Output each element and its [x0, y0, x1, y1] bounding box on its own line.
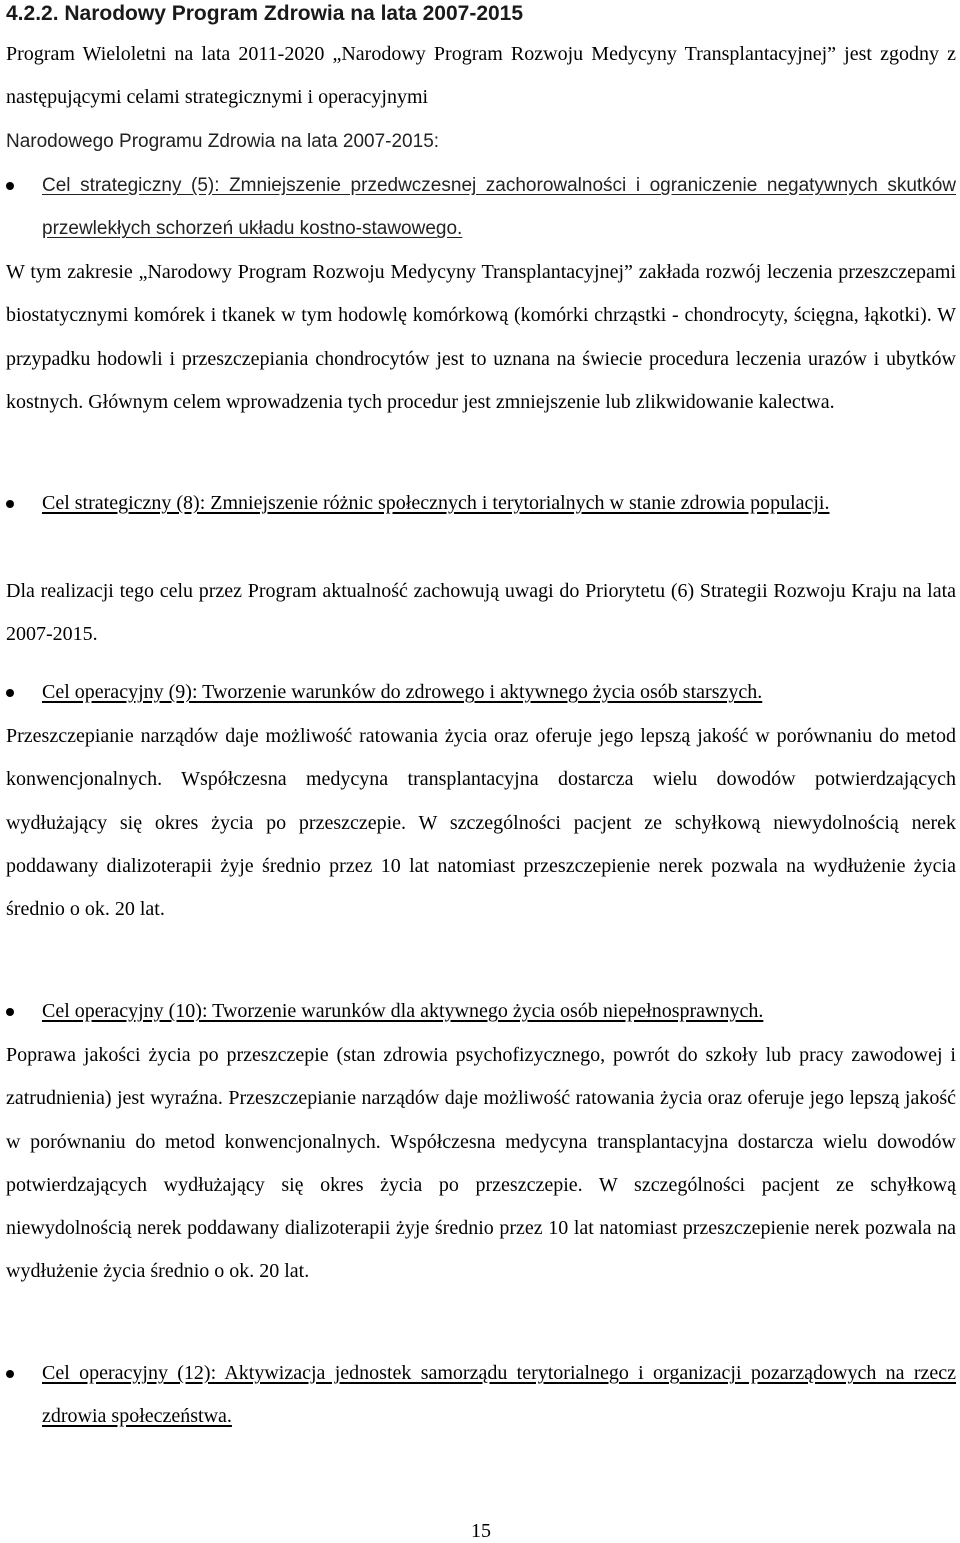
list-item-goal-9: [6, 671, 956, 715]
goal-12-text: Cel operacyjny (12): Aktywizacja jednostek samorządu terytorialnego i organizacji pozarządowych na rzecz zdrowia społeczeństwa.: [42, 1362, 956, 1428]
bullet-icon: [6, 182, 14, 190]
document-page: [6, 0, 956, 1541]
goal-5-text: Cel strategiczny (5): Zmniejszenie przedwczesnej zachorowalności i ograniczenie negatywnych skutków przewlekłych schorzeń układu kostno-stawowego.: [42, 175, 956, 240]
bullet-icon: [6, 1370, 14, 1378]
intro-paragraph: Program Wieloletni na lata 2011-2020 „Narodowy Program Rozwoju Medycyny Transplantacyjnej” jest zgodny z następującymi celami strategicznymi i operacyjnymi: [6, 43, 956, 109]
section-heading: 4.2.2. Narodowy Program Zdrowia na lata 2007-2015: [6, 2, 524, 25]
bullet-icon: [6, 500, 14, 508]
goal-10-text: Cel operacyjny (10): Tworzenie warunków dla aktywnego życia osób niepełnosprawnych.: [42, 1000, 764, 1022]
goal-8-paragraph: Dla realizacji tego celu przez Program aktualność zachowują uwagi do Priorytetu (6) Strategii Rozwoju Kraju na lata 2007-2015.: [6, 580, 956, 646]
goal-8-text: Cel strategiczny (8): Zmniejszenie różnic społecznych i terytorialnych w stanie zdrowia populacji.: [42, 492, 830, 514]
list-item-goal-10: [6, 990, 956, 1034]
goal-9-text: Cel operacyjny (9): Tworzenie warunków do zdrowego i aktywnego życia osób starszych.: [42, 681, 763, 703]
goal-10-paragraph: Poprawa jakości życia po przeszczepie (stan zdrowia psychofizycznego, powrót do szkoły lub pracy zawodowej i zatrudnienia) jest wyraźna. Przeszczepianie narządów daje możliwość ratowania życia oraz oferuje jego lepszą jakość w porównaniu do metod konwencjonalnych. Współczesna medycyna transplantacyjna dostarcza wielu dowodów potwierdzających wydłużający się okres życia po przeszczepie. W szczególności pacjent ze schyłkową niewydolnością nerek poddawany dializoterapii żyje średnio przez 10 lat natomiast przeszczepienie nerek pozwala na wydłużenie życia średnio o ok. 20 lat.: [6, 1044, 956, 1283]
list-item-goal-8: [6, 482, 956, 569]
list-item-goal-5: [6, 164, 956, 251]
list-item-goal-12: [6, 1352, 956, 1439]
page-number: 15: [471, 1520, 491, 1542]
goal-5-paragraph: W tym zakresie „Narodowy Program Rozwoju Medycyny Transplantacyjnej” zakłada rozwój leczenia przeszczepami biostatycznymi komórek i tkanek w tym hodowlę komórkową (komórki chrząstki - chondrocyty, ścięgna, łąkotki). W przypadku hodowli i przeszczepiania chondrocytów jest to uznana na świecie procedura leczenia urazów i ubytków kostnych. Głównym celem wprowadzenia tych procedur jest zmniejszenie lub zlikwidowanie kalectwa.: [6, 261, 956, 413]
intro-paragraph-continuation: Narodowego Programu Zdrowia na lata 2007-2015:: [6, 131, 440, 152]
bullet-icon: [6, 689, 14, 697]
goal-9-paragraph: Przeszczepianie narządów daje możliwość ratowania życia oraz oferuje jego lepszą jakość w porównaniu do metod konwencjonalnych. Współczesna medycyna transplantacyjna dostarcza wielu dowodów potwierdzających wydłużający się okres życia po przeszczepie. W szczególności pacjent ze schyłkową niewydolnością nerek poddawany dializoterapii żyje średnio przez 10 lat natomiast przeszczepienie nerek pozwala na wydłużenie życia średnio o ok. 20 lat.: [6, 725, 956, 921]
bullet-icon: [6, 1008, 14, 1016]
